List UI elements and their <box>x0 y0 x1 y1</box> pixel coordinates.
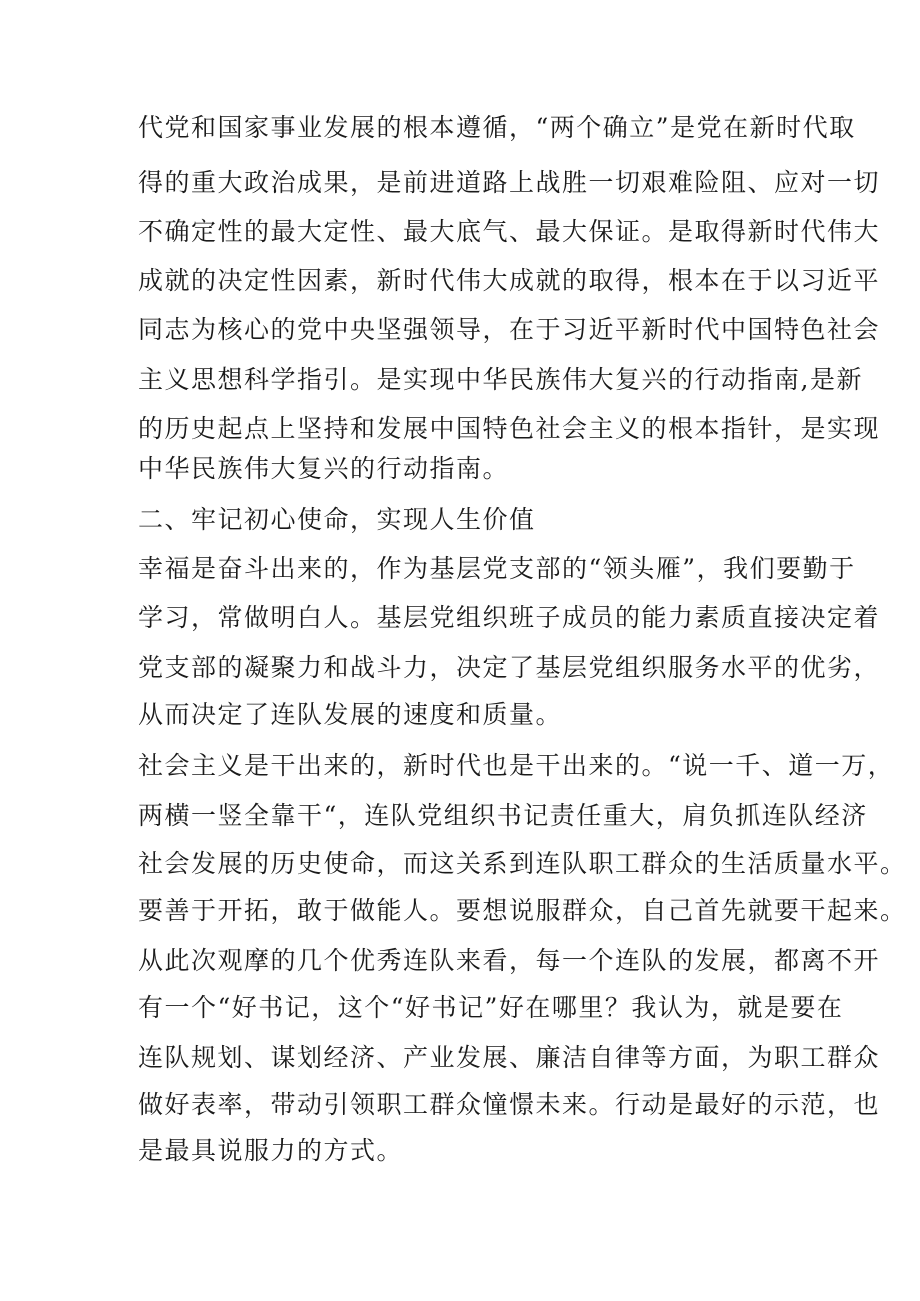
text-line: 要善于开拓，敢于做能人。要想说服群众，自己首先就要干起来。 <box>138 896 907 925</box>
text-line: 主义思想科学指引。是实现中华民族伟大复兴的行动指南,是新 <box>138 365 863 394</box>
text-line: 从此次观摩的几个优秀连队来看，每一个连队的发展，都离不开 <box>138 946 881 975</box>
text-line: 学习，常做明白人。基层党组织班子成员的能力素质直接决定着 <box>138 603 881 632</box>
text-line: 有一个“好书记，这个“好书记”好在哪里？我认为，就是要在 <box>138 993 844 1022</box>
text-line: 的历史起点上坚持和发展中国特色社会主义的根本指针，是实现 <box>138 414 881 443</box>
text-line: 两横一竖全靠干“，连队党组织书记责任重大，肩负抓连队经济 <box>138 801 868 830</box>
text-line: 连队规划、谋划经济、产业发展、廉洁自律等方面，为职工群众 <box>138 1043 881 1072</box>
text-line: 幸福是奋斗出来的，作为基层党支部的“领头雁”，我们要勤于 <box>138 554 856 583</box>
text-line: 从而决定了连队发展的速度和质量。 <box>138 700 563 729</box>
text-line: 社会发展的历史使命，而这关系到连队职工群众的生活质量水平。 <box>138 849 907 878</box>
section-heading: 二、牢记初心使命，实现人生价值 <box>138 505 536 534</box>
text-line: 社会主义是干出来的，新时代也是干出来的。“说一千、道一万， <box>138 751 895 780</box>
text-line: 是最具说服力的方式。 <box>138 1136 404 1165</box>
text-line: 中华民族伟大复兴的行动指南。 <box>138 454 510 483</box>
text-line: 不确定性的最大定性、最大底气、最大保证。是取得新时代伟大 <box>138 217 881 246</box>
text-line: 党支部的凝聚力和战斗力，决定了基层党组织服务水平的优劣， <box>138 653 881 682</box>
text-line: 成就的决定性因素，新时代伟大成就的取得，根本在于以习近平 <box>138 266 881 295</box>
text-line: 得的重大政治成果，是前进道路上战胜一切艰难险阻、应对一切 <box>138 168 881 197</box>
text-line: 做好表率，带动引领职工群众憧憬未来。行动是最好的示范，也 <box>138 1090 881 1119</box>
text-line: 同志为核心的党中央坚强领导，在于习近平新时代中国特色社会 <box>138 315 881 344</box>
text-line: 代党和国家事业发展的根本遵循，“两个确立”是党在新时代取 <box>138 113 856 142</box>
